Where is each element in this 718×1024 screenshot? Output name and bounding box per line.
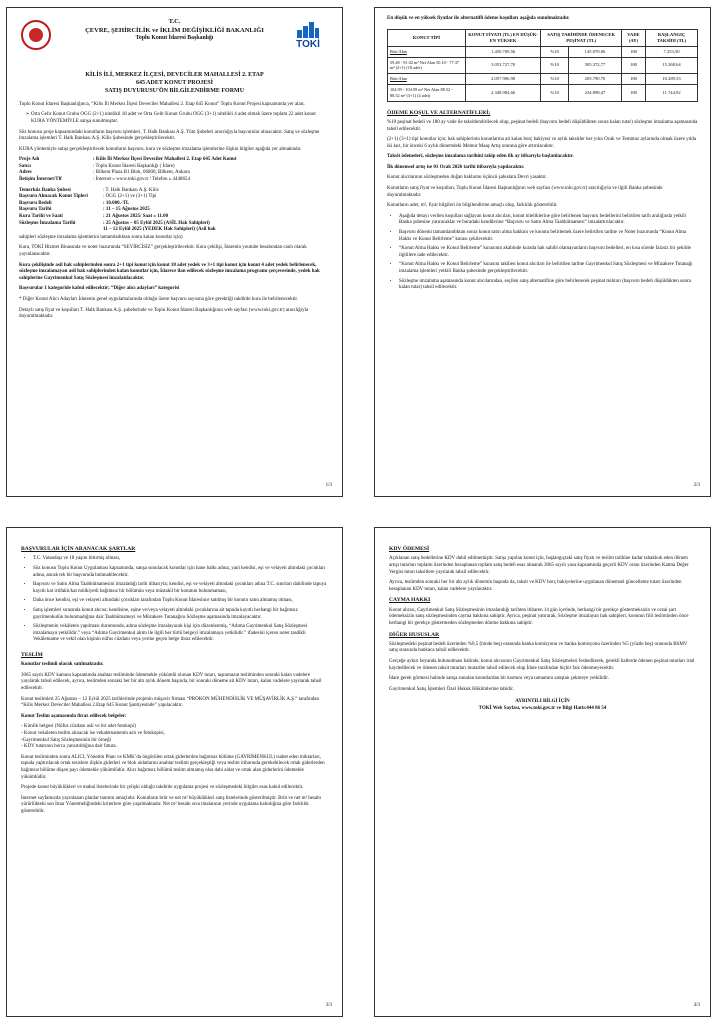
other-paragraph: Sözleşmedeki peşinat bedeli üzerinden %0,5 (binde beş) oranında banka komisyonu ve banka komisyonu üzerinden %5 (yüzde beş) oranında BSMV satış sırasında bankaca tahsil edilecektir.: [389, 641, 688, 654]
contact-line: TOKİ Web Sayfası, www.toki.gov.tr ve Bilgi Hattı:444 86 54: [478, 706, 607, 712]
info-key: Başvuru Tarihi: [19, 207, 52, 213]
info-key: [19, 227, 101, 234]
info-value: : İnternet » www.toki.gov.tr / Telefon » 4448654: [93, 177, 190, 183]
table-row: [388, 74, 698, 85]
table-row: [388, 57, 698, 73]
document-page-1: [6, 7, 343, 497]
page-header: [19, 16, 330, 66]
documents-heading: Konut Teslim aşamasında ibraz edilecek belgeler:: [21, 713, 127, 719]
page-number: 4/3: [693, 1003, 700, 1009]
cell-type: Brüt Alan: [388, 46, 466, 57]
cell-vade: 180: [621, 46, 645, 57]
kdv-heading: KDV ÖDEMESİ: [389, 546, 430, 552]
info-key: Kura Tarihi ve Saati: [19, 214, 63, 220]
cell-pesinat: 205.790,70: [569, 74, 622, 85]
category-paragraph: Başvurular 1 kategoride kabul edilecektir; “Diğer alıcı adayları” kategorisi: [19, 286, 180, 292]
requirements-heading: BAŞVURULAR İÇİN ARANACAK ŞARTLAR: [21, 546, 136, 552]
cell-taksit: 10.289,53: [646, 74, 698, 85]
info-key: İletişim İnternet/Tlf: [19, 177, 62, 183]
process-bullet: • Sözleşme imzalama aşamasında konut alıcılarından, seçilen satış alternatifine göre belirlenecek peşinat miktarı (başvuru bedeli düşüldükten sonra kalan tutar) tahsil edilecektir.: [399, 279, 698, 292]
document-item: -Gayrimenkul Satış Sözleşmesinin bir örneği: [21, 737, 111, 743]
cell-taksit: 11.744,92: [646, 85, 698, 101]
kv-tail: sahipleri sözleşme imzalama işlemlerini tamamladıktan sonra kalan konutlar için): [19, 234, 183, 240]
buyer-obligations-paragraph: Konut tesliminden sonra ALICI, Yönetim Planı ve KMK’da öngörülen ortak giderlerden bağımsız bölüme (GAYRİMENKUL) isabet eden miktarları, tapuda yaptırılacak ortak tesislere ilişkin giderleri ve blok aidatlarını anahtar teslimi gerçekleştiği veya teslim itibarında gerekebilecek ortak giderlerden bağımsız bölüme düşen payı ödemekle yükümlüdür. Alıcı bağımsız bölümü teslim almamış olsa dahi aidat ve ortak alan giderlerini ödemekle yükümlüdür.: [21, 754, 325, 780]
sales-paragraph: Konutların satış fiyat ve koşulları, Toplu Konut İdaresi Başkanlığının web sayfası (www.toki.gov.tr) aracılığıyla ve ilgili Banka şubesinde duyurulmaktadır.: [387, 186, 663, 198]
price-intro: En düşük ve en yüksek fiyatlar ile alternatifli ödeme koşulları aşağıda sunulmaktadır.: [387, 16, 570, 21]
other-paragraph: Gerçeğe aykırı beyanda bulunulması halinde, konut alıcısının Gayrimenkul Satış Sözleşmeleri feshedilerek, gerekli hallerde ödenen peşinat tutarları irad kaydedilecek ve ödenen taksit tutarları mutaribe tahsil edilecek olup İdare tarafından hiçbir faiz ödenmeyecektir.: [389, 659, 695, 671]
other-paragraph: İdare gerek görmesi halinde satışa sunulan konutlardan bir kısmını veya tamamını satıştan çekmeye yetkilidir.: [389, 676, 609, 682]
col-header: SATIŞ TARİHİNDE ÖDENECEK PEŞİNAT (TL): [541, 29, 622, 46]
info-value: : Kilis İli Merkez İlçesi Deveciler Mahallesi 2. Etap 645 Adet Konut: [93, 157, 237, 163]
table-row: [388, 46, 698, 57]
cell-vade: 180: [621, 85, 645, 101]
info-key: Adres: [19, 170, 32, 176]
page-number: 1/3: [325, 483, 332, 489]
first-increase-paragraph: İlk dönemsel artış ise 01 Ocak 2026 tarihi itibarıyla yapılacaktır.: [387, 164, 525, 170]
document-title: [19, 72, 330, 96]
contact-title: AYRINTILI BİLGİ İÇİN: [515, 699, 570, 705]
transfer-paragraph: Konut alıcılarının sözleşmeden doğan haklarını üçüncü şahıslara Devri yasaktır.: [387, 175, 547, 181]
kura-paragraph: KURA yöntemiyle satışı gerçekleştirilecek konutların başvuru, kura ve sözleşme imzalama işlemlerine ilişkin bilgiler aşağıda yer almaktadır.: [19, 146, 302, 152]
area-paragraph: Konutların adet, m², fiyat bilgileri ön bilgilendirme amaçlı olup, farklılık gösterebilir.: [387, 203, 558, 209]
cell-type: Brüt Alan: [388, 74, 466, 85]
documents-list: [21, 724, 328, 750]
withdrawal-heading: CAYMA HAKKI: [389, 597, 431, 604]
requirement-item: • Başvuru ve Satın Alma Taahhütnamesini imzaladığı tarih itibarıyla; kendisi, eşi ve velayeti altındaki çocukları adına T.C. sınırları dahilinde tapuya kayıtlı kat irtifaklı/kat mülkiyetli bağımsız bir bölümün veya müstakil bir konutun bulunmaması,: [33, 582, 328, 595]
info-key: Satıcı: [19, 163, 31, 169]
kdv-paragraph: 3065 sayılı KDV kanunu kapsamında anahtar tesliminde ödenmekle yükümlü olunan KDV tutarı, taşınmazın tesliminden sonraki kalan vadelere yayılarak tahsil edilecek, ayrıca, teslimden sonraki her bir altı aylık dönem başında, bir sonraki döneme ait KDV tutarı, kalan vadelere yayılarak tahsil edilecektir.: [21, 672, 322, 692]
table-header-row: [388, 29, 698, 46]
ministry-logo: [21, 20, 51, 50]
bank-paragraph: Söz konusu proje kapsamındaki konutların başvuru işlemleri, T. Halk Bankası A.Ş. Tüm Şubeleri aracılığıyla başvurular alınacaktır. Satış ve sözleşme imzalama işlemleri T. Halk Bankası A.Ş. Kilis Şubesinde gerçekleştirilecektir.: [19, 129, 320, 142]
page-number: 2/3: [693, 483, 700, 489]
info-value: : 11 – 15 Ağustos 2025: [103, 207, 150, 213]
requirement-item: • Satış işlemleri sırasında konut alıcısı; kendisine, eşine ve/veya velayeti altındaki çocuklarına ait tapuda kayıtlı herhangi bir bağımsız gayrimenkulün bulunmadığına dair Taahhütnameyi ve Müzakere Tutanağını Sözleşme aşamasında imzalayacaktır.: [33, 608, 328, 621]
process-bullet: • “Konut Alma Hakkı ve Konut Belirleme” kurasının akabinde kurada hak sahibi olamayanların başvuru bedelleri, en kısa sürede faizsiz bir şekilde ilgililere iade edilecektir.: [399, 246, 698, 259]
asil-paragraph: Kura çekilişinde asil hak sahiplerinden sonra 2+1 tipi konut için konut 18 adet yedek ve 3+1 tipi konut için konut 4 adet yedek belirlenecek, sözleşme imzalamayan asil hak sahiplerinden kalan konutlar için, İdarece ilan edilecek sözleşme imzalama programı çerçevesinde, yedek hak sahiplerine Gayrimenkul Satış Sözleşmesi imzalatılacaktır.: [19, 262, 320, 281]
requirement-item: • Söz konusu Toplu Konut Uygulaması kapsamında, satışa sunulacak konutlar için hane halkı adına, yani kendisi, eşi ve velayeti altındaki çocukları adına, ancak tek bir başvuruda bulunabilecektir.: [33, 566, 328, 579]
title-line: 645 ADET KONUT PROJESİ: [136, 79, 213, 86]
toki-logo-text: TOKİ: [296, 39, 320, 50]
delivery-heading: TESLİM: [21, 651, 43, 658]
requirement-item: • Daha önce kendisi, eşi ve velayeti altındaki çocukları tarafından Toplu Konut İdaresince satılmış bir konutu satın almamış olması,: [33, 598, 328, 605]
toki-mark-icon: [297, 22, 319, 38]
requirement-item: • Sözleşmenin vekâleten yapılması durumunda, adına sözleşme imzalayacak kişi için düzenlenmiş, “Adıma Gayrimenkul Satış Sözleşmesi imzalamaya yetkilidir.” veya “Adıma Gayrimenkul alımı ile ilgili her türlü belgeyi imzalamaya yetkilidir.” ifadesini içeren noter tasdikli Vekâletname ve vekil olan kişinin nüfus cüzdanı veya yerine geçen belge ibraz edilecektir.: [33, 624, 328, 644]
info-value: : T. Halk Bankası A.Ş. Kilis: [103, 187, 159, 193]
info-key: Temerküz Banka Şubesi: [19, 187, 71, 193]
cell-pesinat: 145.070,06: [569, 46, 622, 57]
process-bullet: • Başvuru dönemi tamamlandıktan sonra konut satın alma hakkını ve konutu belirlemek üzere belirtilen tarihte ve Noter huzurunda “Konut Alma Hakkı ve Konut Belirleme” kurası çekilecektir.: [399, 230, 698, 243]
cell-pct: %10: [541, 57, 569, 73]
price-table: [387, 29, 698, 102]
contact-block: [389, 699, 696, 712]
info-value: : 25 Ağustos – 05 Eylül 2025 (ASİL Hak Sahipleri): [103, 220, 210, 226]
requirements-list: [21, 556, 328, 644]
withdrawal-paragraph: Konut alıcısı, Gayrimenkul Satış Sözleşmesinin imzalandığı tarihten itibaren 14 gün içerinde, herhangi bir gerekçe göstermeksizin ve cezai şart ödemeksizin satış sözleşmesinden cayma hakkına sahiptir. Ayrıca, peşinat yatırarak, Sözleşme imzalayan hak sahipleri, konutun fiili tesliminden önce herhangi bir gerekçe göstermeden sözleşmeden dönme hakkına sahiptir.: [389, 607, 689, 626]
process-bullet: • Aşağıda detayı verilen koşulları sağlayan konut alıcıları, konut niteliklerine göre belirlenen başvuru bedellerini belirtilen tarih aralığında yetkili Banka şubesine yatıracaklar ve buradaki kendilerine “Başvuru ve Satın Alma Taahhütnamesi” imzalattırılacaktır.: [399, 214, 698, 227]
other-buyers-paragraph: * Diğer Konut Alıcı Adayları İdarenin genel uygulamalarında olduğu üzere başvuru sayısına göre gerektiği takdirde kura ile belirlenecektir.: [19, 296, 299, 302]
info-value: : 21 Ağustos 2025/ Saat » 11.00: [103, 214, 169, 220]
kdv-extra-paragraph: Ayrıca, teslimden sonraki her bir altı aylık dönemin başında da, taksit ve KDV borç bakiyelerine uygulanan dönemsel güncelleme tutarı üzerinden hesaplanan KDV tutarı, kalan vadelere yayılacaktır.: [389, 580, 682, 592]
cell-pesinat: 234.898,47: [569, 85, 622, 101]
page-number: 3/3: [325, 1003, 332, 1009]
document-page-3: [6, 527, 343, 1017]
cell-pct: %10: [541, 85, 569, 101]
requirement-item: • T.C. Vatandaşı ve 18 yaşını bitirmiş olması,: [33, 556, 328, 563]
application-info-list: [19, 188, 330, 234]
process-bullet: • “Konut Alma Hakkı ve Konut Belirleme” kurasını takiben konut alıcıları ile belirtilen tarihte Gayrimenkul Satış Sözleşmesi ve Müzakere Tutanağı imzalama işlemleri yetkili Banka şubesinde gerçekleştirilecektir.: [399, 262, 698, 275]
ministry-name: ÇEVRE, ŞEHİRCİLİK ve İKLİM DEĞİŞİKLİĞİ BAKANLIĞI: [85, 26, 264, 34]
cell-vade: 180: [621, 74, 645, 85]
toki-logo: [288, 22, 328, 62]
project-info-list: [19, 157, 330, 183]
info-key: Başvuru Alınacak Konut Tipleri: [19, 194, 88, 200]
cell-pct: %10: [541, 46, 569, 57]
info-value: : Bilkent Plaza B1 Blok, 06800, Bilkent, Ankara: [93, 170, 190, 176]
col-header: KONUT TİPİ: [388, 29, 466, 46]
cell-pesinat: 305.372,77: [569, 57, 622, 73]
info-value: : OGG (2+1) ve (3+1) Tipi: [103, 194, 157, 200]
cell-type: 104.99 - 104.99 m² Net Alan 88.52 - 88.52 m² (3+1) (4 adet): [388, 85, 466, 101]
increase-paragraph: (2+1) (3+1) tipi konutlar için; hak sahiplerinin konutlarına ait kalan borç bakiyesi ve aylık taksitler her yılın Ocak ve Temmuz aylarında olmak üzere yılda iki kez, bir önceki 6 aylık dönemdeki Memur Maaş Artış oranına göre artırılacaktır.: [387, 137, 697, 149]
cell-taksit: 7.253,50: [646, 46, 698, 57]
kdv-paragraph: Açıklanan satış bedellerine KDV dahil edilmemiştir. Satışı yapılan konut için, başlangıçtaki satış fiyatı ve teslim tarihine kadar tahakkuk eden dönem artışı tutarları toplamı üzerinden hesaplanan toplam satış bedeli esas alınarak 3065 sayılı yasa kapsamında geçerli KDV oranı üzerinden Katma Değer Vergisi tutarı taksitlere yayılarak tahsil edilecektir.: [389, 556, 689, 575]
payment-paragraph: %10 peşinat bedeli ve 180 ay vade ile taksitlendirilecek olup, peşinat bedeli (başvuru bedeli düşüldükten sonra kalan tutar) sözleşme imzalama aşamasında tahsil edilecektir.: [387, 119, 698, 132]
cell-price: 2.348.984,66: [465, 85, 541, 101]
cell-price: 1.450.700,56: [465, 46, 541, 57]
other-paragraph: Gayrimenkul Satış İşlemleri Özel Hukuk Hükümlerine tabidir.: [389, 686, 514, 692]
installment-paragraph: Taksit ödemeleri, sözleşme imzalama tarihini takip eden ilk ay itibarıyla başlatılacaktır.: [387, 154, 574, 160]
tc-text: T.C.: [168, 18, 181, 25]
cell-pct: %10: [541, 74, 569, 85]
cell-type: 59.48 - 91.02 m² Net Alan 50.10 - 77.37 m² (2+1) (18 adet): [388, 57, 466, 73]
cell-price: 2.057.906,98: [465, 74, 541, 85]
payment-heading: ÖDEME KOŞUL VE ALTERNATİFLERİ;: [387, 109, 491, 116]
process-bullet-list: [387, 214, 698, 292]
project-paragraph: Projede konut büyüklükleri ve mahal listelerinde bir çelişki olduğu takdirde uygulama projesi ve sözleşmedeki bilgiler esas kabul edilecektir.: [21, 785, 304, 791]
info-key: Proje Adı: [19, 157, 40, 163]
document-item: - KDV tutarının borca yansıtıldığına dair fatura.: [21, 744, 117, 750]
department-name: Toplu Konut İdaresi Başkanlığı: [135, 35, 214, 42]
info-key: Başvuru Bedeli: [19, 200, 52, 206]
other-heading: DİĞER HUSUSLAR: [389, 631, 440, 638]
document-item: - Konut vekaleten teslim alınacak ise vekaletnamenin aslı ve fotokopisi,: [21, 731, 165, 737]
title-line: SATIŞ DUYURUSU’ÖN BİLGİLENDİRME FORMU: [104, 87, 245, 94]
col-header: VADE (AY): [621, 29, 645, 46]
document-page-2: [374, 7, 711, 497]
info-value: : Toplu Konut İdaresi Başkanlığı ( İdare): [93, 163, 175, 169]
title-line: KİLİS İLİ, MERKEZ İLÇESİ, DEVECİLER MAHALLESİ 2. ETAP: [85, 72, 264, 78]
col-header: BAŞLANGIÇ TAKSİDİ (TL): [646, 29, 698, 46]
ministry-block: [19, 16, 330, 43]
delivery-date-paragraph: Konut teslimleri 25 Ağustos – 12 Eylül 2025 tarihlerinde projenin müşavir firması “PROKON MÜHENDİSLİK VE MÜŞAVİRLİK A.Ş.” tarafından “Kilis Merkez Deveciler Mahallesi 2.Etap 645 Konut Şantiyesinde” yapılacaktır.: [21, 696, 319, 709]
info-value: : 10.000.-TL: [103, 200, 130, 206]
cell-price: 3.053.727,70: [465, 57, 541, 73]
document-page-4: [374, 527, 711, 1017]
info-key: Sözleşme İmzalama Tarihi: [19, 220, 76, 226]
document-item: - Kimlik belgesi (Nüfus cüzdanı aslı ve bir adet fotokopi): [21, 724, 136, 730]
col-header: KONUT FİYATI (TL) EN DÜŞÜK-EN YÜKSEK: [465, 29, 541, 46]
offer-bullet-list: [19, 112, 330, 125]
info-value: 11 – 12 Eylül 2025 (YEDEK Hak Sahipleri) (Asil hak: [103, 227, 216, 233]
noter-paragraph: Kura, TOKİ Hizmet Binasında ve noter huzurunda “SEYİRCİSİZ” gerçekleştirilecektir. Kura çekilişi, İdarenin youtube hesabından canlı olarak yayınlanacaktır.: [19, 245, 307, 257]
cell-taksit: 15.268,64: [646, 57, 698, 73]
table-row: [388, 85, 698, 101]
offer-bullet: ➢ Orta Gelir Konut Grubu OGG (2+1) nitelikli 18 adet ve Orta Gelir Konut Grubu OGG (3+1) nitelikli 4 adet olmak üzere toplam 22 adet konut KURA YÖNTEMİYLE satışa sunulmuştur.: [31, 112, 330, 125]
intro-paragraph: Toplu Konut İdaresi Başkanlığınca, “Kilis İli Merkez İlçesi Deveciler Mahallesi 2. Etap 645 Konut” Toplu Konut Projesi kapsamında yer alan;: [19, 101, 305, 107]
internet-paragraph: İnternet sayfamızda yayınlanan planlar tanıtım amaçlıdır. Konutların brüt ve net m² büyüklükleri satış listelerinde gösterilmiştir. Brüt ve net m² hesabı yürürlükteki son İmar Yönetmeliğindeki kriterlere göre yapılmaktadır. Net m² hesabı sıva imalatının yerinde uygulama kalınlığına göre farklılık gösterebilir.: [21, 795, 322, 814]
delivery-subheading: Konutlar teslimli olarak satılmaktadır.: [21, 662, 104, 668]
details-paragraph: Detaylı satış fiyat ve koşulları T. Halk Bankası A.Ş. şubelerinde ve Toplu Konut İdaresi Başkanlığının web sayfası (www.toki.gov.tr) aracılığıyla duyurulmaktadır.: [19, 307, 309, 320]
cell-vade: 180: [621, 57, 645, 73]
